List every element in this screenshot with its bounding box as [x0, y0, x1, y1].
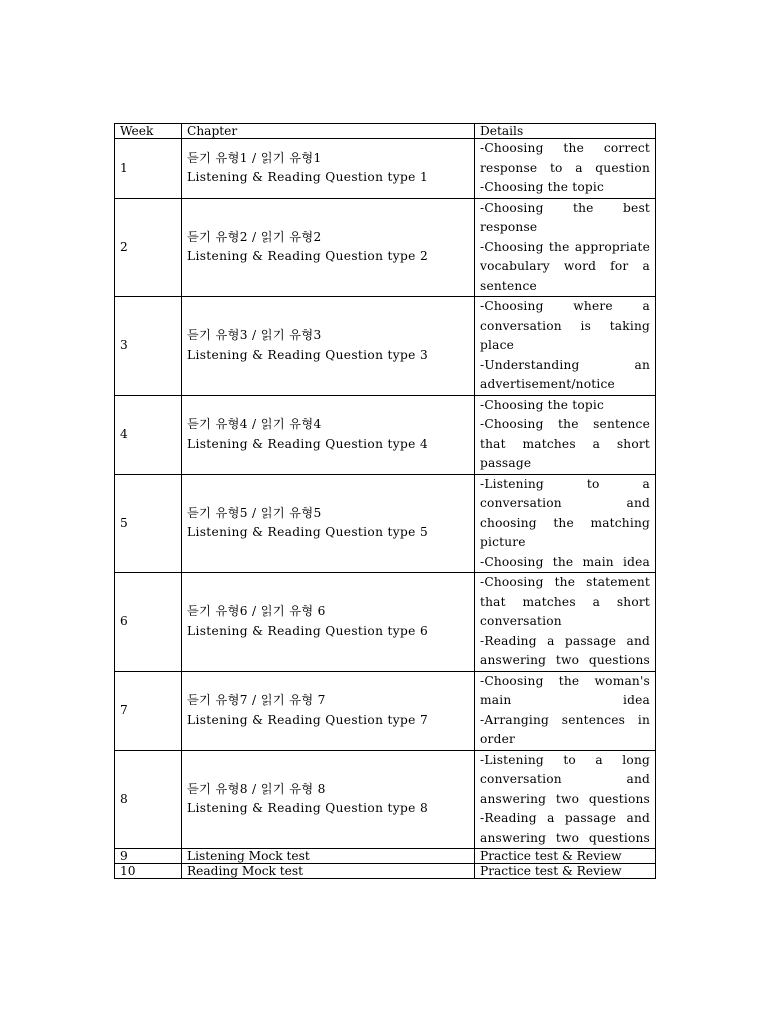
detail-item: -Reading a passage and answering two questions [480, 633, 650, 667]
chapter-cell: Reading Mock test [182, 864, 475, 879]
detail-item: -Choosing the sentence that matches a short passage [480, 417, 650, 470]
week-cell: 1 [115, 139, 182, 199]
chapter-korean: 듣기 유형1 / 읽기 유형1 [187, 150, 322, 165]
table-header-row [115, 124, 656, 139]
week-cell: 6 [115, 573, 182, 672]
detail-item: -Listening to a long conversation and answering two questions [480, 752, 650, 806]
details-cell: Practice test & Review [475, 864, 656, 879]
chapter-cell [182, 395, 475, 474]
details-cell [475, 297, 656, 396]
detail-item: -Listening to a conversation and choosing the matching picture [480, 476, 650, 549]
chapter-english: Listening & Reading Question type 8 [187, 801, 429, 816]
details-cell [475, 750, 656, 849]
table-row [115, 139, 656, 199]
week-cell: 5 [115, 474, 182, 573]
chapter-cell [182, 671, 475, 750]
week-cell: 3 [115, 297, 182, 396]
course-schedule-table [114, 123, 656, 879]
chapter-english: Listening & Reading Question type 7 [187, 712, 429, 727]
details-cell [475, 198, 656, 297]
week-cell: 7 [115, 671, 182, 750]
chapter-cell [182, 474, 475, 573]
table-row [115, 864, 656, 879]
detail-item: -Choosing the topic [480, 180, 605, 194]
details-cell [475, 474, 656, 573]
chapter-korean: 듣기 유형6 / 읽기 유형 6 [187, 604, 326, 619]
table-row [115, 474, 656, 573]
detail-item: -Understanding an advertisement/notice [480, 357, 650, 391]
chapter-korean: 듣기 유형8 / 읽기 유형 8 [187, 781, 326, 796]
week-cell: 8 [115, 750, 182, 849]
header-details: Details [475, 124, 656, 139]
detail-item: -Reading a passage and answering two questions [480, 811, 650, 845]
chapter-korean: 듣기 유형7 / 읽기 유형 7 [187, 693, 326, 707]
chapter-korean: 듣기 유형2 / 읽기 유형2 [187, 229, 322, 244]
detail-item: -Choosing where a conversation is taking place [480, 299, 650, 352]
chapter-cell [182, 750, 475, 849]
detail-item: -Choosing the woman's main idea [480, 673, 650, 707]
detail-item: -Choosing the main idea [480, 554, 650, 569]
chapter-korean: 듣기 유형3 / 읽기 유형3 [187, 328, 322, 343]
week-cell: 2 [115, 198, 182, 297]
table-row [115, 297, 656, 396]
details-cell: Practice test & Review [475, 849, 656, 864]
chapter-cell [182, 139, 475, 199]
detail-item: -Choosing the statement that matches a short conversation [480, 575, 650, 628]
details-cell [475, 573, 656, 672]
table-row [115, 671, 656, 750]
table-row [115, 750, 656, 849]
table-row [115, 573, 656, 672]
detail-item: -Choosing the topic [480, 397, 605, 412]
table-row [115, 849, 656, 864]
chapter-english: Listening & Reading Question type 6 [187, 623, 429, 638]
chapter-korean: 듣기 유형4 / 읽기 유형4 [187, 417, 322, 431]
table-row [115, 395, 656, 474]
details-cell [475, 139, 656, 199]
detail-item: -Arranging sentences in order [480, 712, 650, 746]
week-cell: 10 [115, 864, 182, 879]
chapter-english: Listening & Reading Question type 4 [187, 436, 429, 451]
header-chapter: Chapter [182, 124, 475, 139]
header-week: Week [115, 124, 182, 139]
chapter-english: Listening & Reading Question type 3 [187, 347, 429, 362]
table-row [115, 198, 656, 297]
details-cell [475, 395, 656, 474]
chapter-cell [182, 573, 475, 672]
detail-item: -Choosing the best response [480, 200, 650, 234]
detail-item: -Choosing the appropriate vocabulary word for a sentence [480, 239, 650, 293]
chapter-english: Listening & Reading Question type 1 [187, 170, 429, 185]
week-cell: 9 [115, 849, 182, 864]
week-cell: 4 [115, 395, 182, 474]
detail-item: -Choosing the correct response to a question [480, 141, 650, 175]
chapter-cell [182, 297, 475, 396]
chapter-cell [182, 198, 475, 297]
chapter-english: Listening & Reading Question type 2 [187, 249, 429, 264]
chapter-english: Listening & Reading Question type 5 [187, 525, 429, 540]
chapter-korean: 듣기 유형5 / 읽기 유형5 [187, 505, 322, 520]
details-cell [475, 671, 656, 750]
chapter-cell: Listening Mock test [182, 849, 475, 864]
